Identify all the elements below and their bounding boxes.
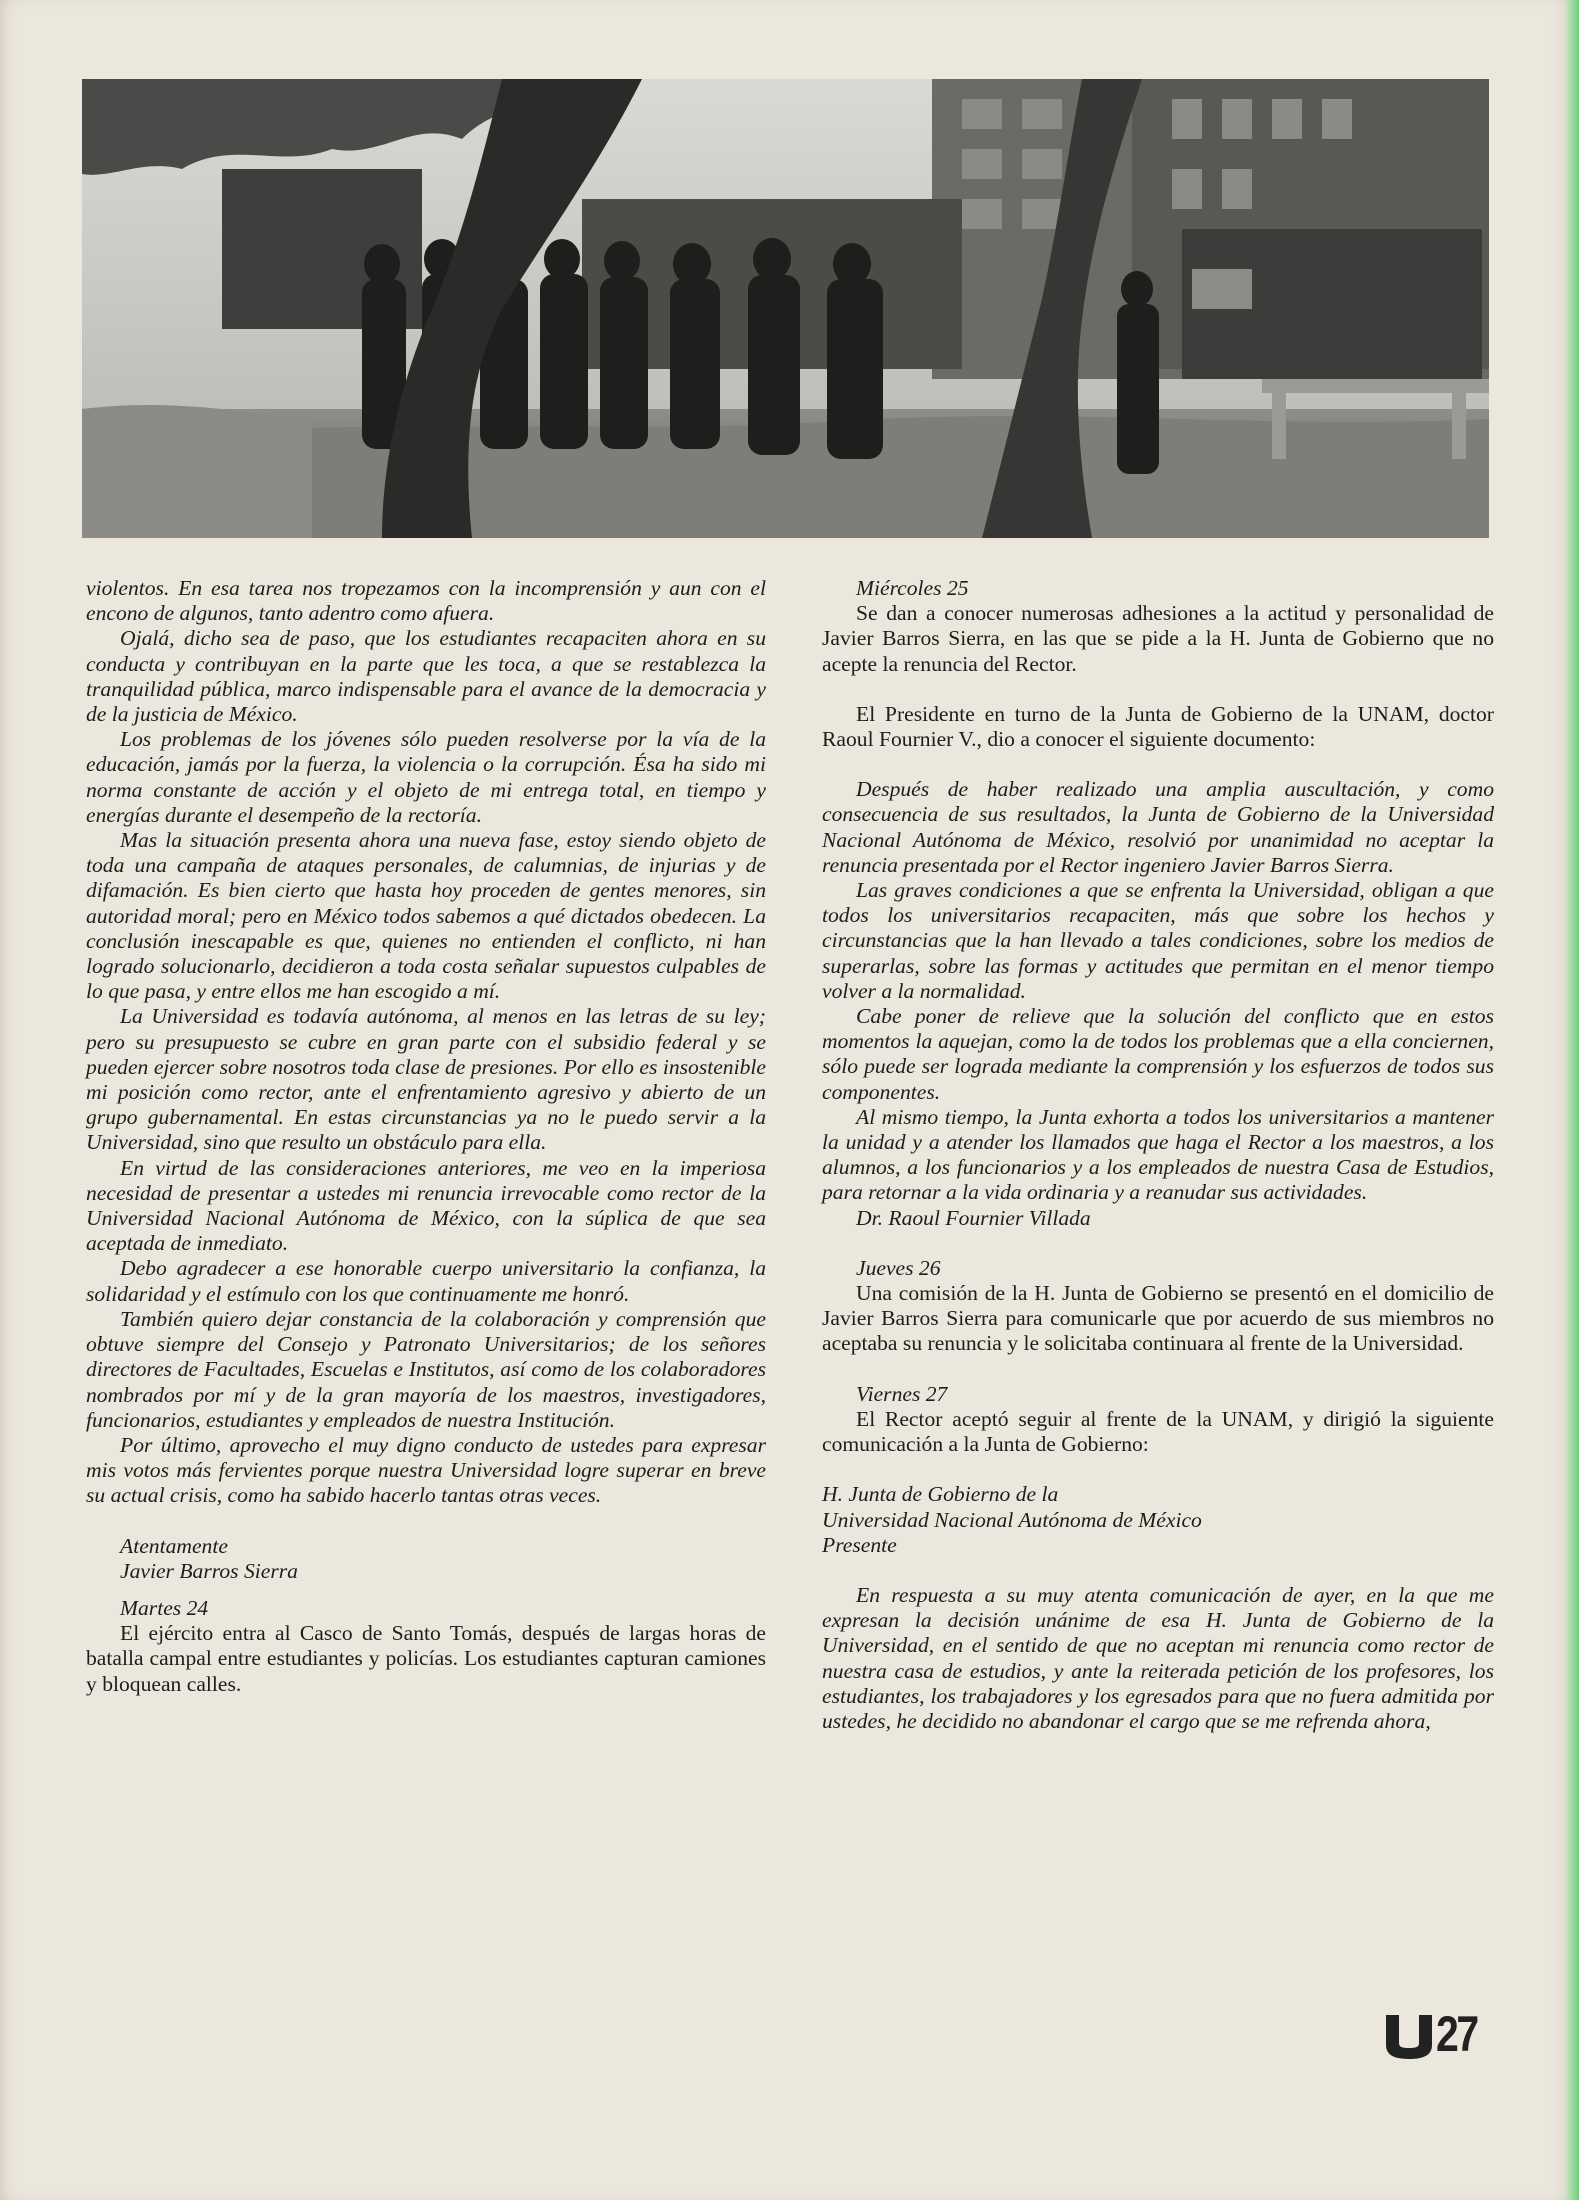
paragraph: También quiero dejar constancia de la colaboración y comprensión que obtuve siempre del Consejo y Patronato Universitarios; de los señores directores de Facultades, Escuelas e Institutos, así como de los colaboradores nombrados por mí y de la gran mayoría de los maestros, investigadores, funcionarios, estudiantes y empleados de nuestra Institución. xyxy=(86,1306,766,1432)
right-column xyxy=(822,576,1494,1734)
paragraph: El Rector aceptó seguir al frente de la UNAM, y dirigió la siguiente comunicación a la Junta de Gobierno: xyxy=(822,1406,1494,1457)
paragraph: Se dan a conocer numerosas adhesiones a la actitud y personalidad de Javier Barros Sierra, en las que se pide a la H. Junta de Gobierno que no acepte la renuncia del Rector. xyxy=(822,601,1494,676)
paragraph: En respuesta a su muy atenta comunicación de ayer, en la que me expresan la decisión unánime de esa H. Junta de Gobierno de la Universidad, en el sentido de que no aceptan mi renuncia como rector de nuestra casa de estudios, y ante la reiterada petición de los profesores, los estudiantes, los trabajadores y los egresados para que no fuera admitida por ustedes, he decidido no abandonar el cargo que se me refrenda ahora, xyxy=(822,1582,1494,1733)
page-footer xyxy=(1386,2003,1486,2062)
date-heading: Martes 24 xyxy=(120,1595,209,1620)
letter-closing: Atentamente xyxy=(120,1533,228,1558)
magazine-logo-icon xyxy=(1386,2015,1432,2059)
date-heading: Viernes 27 xyxy=(856,1381,948,1406)
paragraph: violentos. En esa tarea nos tropezamos con la incomprensión y aun con el encono de algunos, tanto adentro como afuera. xyxy=(86,576,766,626)
photo-soldiers-trucks xyxy=(82,79,1489,538)
letter-signature: Javier Barros Sierra xyxy=(120,1558,298,1583)
paragraph: En virtud de las consideraciones anteriores, me veo en la imperiosa necesidad de presentar a ustedes mi renuncia irrevocable como rector de la Universidad Nacional Autónoma de México, con la súplica de que sea aceptada de inmediato. xyxy=(86,1155,766,1256)
document-signature: Dr. Raoul Fournier Villada xyxy=(856,1205,1091,1230)
paragraph: Por último, aprovecho el muy digno conducto de ustedes para expresar mis votos más fervientes porque nuestra Universidad logre superar en breve su actual crisis, como ha sabido hacerlo tantas otras veces. xyxy=(86,1432,766,1508)
address-line: Presente xyxy=(822,1532,897,1557)
address-line: Universidad Nacional Autónoma de México xyxy=(822,1507,1202,1532)
paragraph: Cabe poner de relieve que la solución del conflicto que en estos momentos la aquejan, como la de todos los problemas que a ella conciernen, sólo puede ser lograda mediante la comprensión y los esfuerzos de todos sus componentes. xyxy=(822,1004,1494,1104)
paragraph: Una comisión de la H. Junta de Gobierno se presentó en el domicilio de Javier Barros Sierra para comunicarle que por acuerdo de sus miembros no aceptaba su renuncia y le solicitaba continuara al frente de la Universidad. xyxy=(822,1281,1494,1356)
paragraph: Al mismo tiempo, la Junta exhorta a todos los universitarios a mantener la unidad y a atender los llamados que haga el Rector a los maestros, a los alumnos, a los funcionarios y a los empleados de nuestra Casa de Estudios, para retornar a la vida ordinaria y a reanudar sus actividades. xyxy=(822,1104,1494,1205)
address-line: H. Junta de Gobierno de la xyxy=(822,1482,1059,1507)
date-heading: Miércoles 25 xyxy=(856,576,969,600)
paragraph: Mas la situación presenta ahora una nueva fase, estoy siendo objeto de toda una campaña de ataques personales, de calumnias, de injurias y de difamación. Es bien cierto que hasta hoy proceden de gentes menores, sin autoridad moral; pero en México todos sabemos a qué dictados obedecen. La conclusión inescapable es que, quienes no entienden el conflicto, ni han logrado solucionarlo, decidieron a toda costa señalar supuestos culpables de lo que pasa, y entre ellos me han escogido a mí. xyxy=(86,828,766,1004)
left-column xyxy=(86,576,766,1697)
paragraph: La Universidad es todavía autónoma, al menos en las letras de su ley; pero su presupuesto se cubre en gran parte con el subsidio federal y se pueden ejercer sobre nosotros toda clase de presiones. Por ello es insostenible mi posición como rector, ante el enfrentamiento agresivo y abierto de un grupo gubernamental. En estas circunstancias ya no le puedo servir a la Universidad, sino que resulto un obstáculo para ella. xyxy=(86,1004,766,1155)
paragraph: Después de haber realizado una amplia auscultación, y como consecuencia de sus resultados, la Junta de Gobierno de la Universidad Nacional Autónoma de México, resolvió por unanimidad no aceptar la renuncia presentada por el Rector ingeniero Javier Barros Sierra. xyxy=(822,777,1494,877)
paragraph: El ejército entra al Casco de Santo Tomás, después de largas horas de batalla campal entre estudiantes y policías. Los estudiantes capturan camiones y bloquean calles. xyxy=(86,1621,766,1696)
paragraph: Las graves condiciones a que se enfrenta la Universidad, obligan a que todos los universitarios recapaciten, más que sobre los hechos y circunstancias que la han llevado a tales condiciones, sobre los medios de superarlas, sobre las formas y actitudes que permitan en el menor tiempo volver a la normalidad. xyxy=(822,878,1494,1003)
paragraph: Debo agradecer a ese honorable cuerpo universitario la confianza, la solidaridad y el estímulo con los que continuamente me honró. xyxy=(86,1256,766,1306)
page-edge xyxy=(1565,0,1579,2200)
paragraph: Los problemas de los jóvenes sólo pueden resolverse por la vía de la educación, jamás por la fuerza, la violencia o la corrupción. Ésa ha sido mi norma constante de acción y el objeto de mi entrega total, en tiempo y energías durante el desempeño de la rectoría. xyxy=(86,727,766,827)
date-heading: Jueves 26 xyxy=(856,1255,941,1280)
paragraph: El Presidente en turno de la Junta de Gobierno de la UNAM, doctor Raoul Fournier V., dio a conocer el siguiente documento: xyxy=(822,701,1494,752)
paragraph: Ojalá, dicho sea de paso, que los estudiantes recapaciten ahora en su conducta y contribuyan en la parte que les toca, a que se restablezca la tranquilidad pública, marco indispensable para el avance de la democracia y de la justicia de México. xyxy=(86,626,766,727)
page-number: 27 xyxy=(1436,2006,1477,2062)
